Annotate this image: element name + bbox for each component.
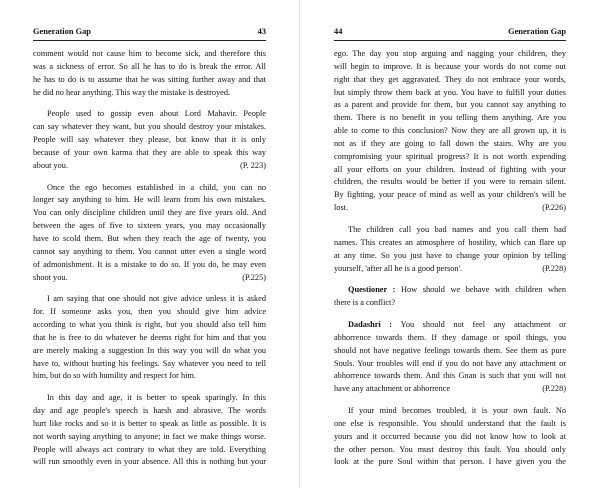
text-line — [334, 319, 566, 332]
text-line: abhorrence towards them. And this Gnan is such that you will not — [334, 371, 566, 381]
text-line: can say whatever they want, but you should destroy your mistakes. — [33, 122, 266, 132]
text-line — [334, 263, 566, 276]
text-line: all your efforts on your children. Instead of fighting with your — [334, 164, 566, 174]
text-line: them. There is no benefit in you telling them anything. Are you — [334, 113, 566, 123]
text-line — [334, 202, 566, 215]
paragraph — [334, 224, 566, 275]
speaker-label: Questioner : — [348, 285, 396, 295]
text-line: longer say anything to him. He will learn from his own mistakes. — [33, 195, 266, 205]
line-text: You should not feel any attachment or — [400, 320, 566, 330]
text-line — [33, 272, 266, 285]
text-line: should not have negative feelings towards them. See them as pure — [334, 345, 566, 355]
text-line: according to what you think is right, but you should also tell him — [33, 320, 266, 330]
text-line: have to, without hurting his feelings. Say whatever you need to tell — [33, 358, 266, 368]
paragraph — [33, 293, 266, 383]
paragraph — [33, 108, 266, 172]
text-line: as a parent and provide for them, but you cannot say anything to — [334, 100, 566, 110]
text-line: right that they get aggravated. They do not embrace your words, — [334, 74, 566, 84]
left-page — [0, 0, 299, 488]
left-page-number: 43 — [257, 27, 266, 36]
page-reference: (P.226) — [542, 203, 566, 213]
right-running-title: Generation Gap — [508, 27, 566, 36]
text-line: cannot say anything to them. You cannot utter even a single word — [33, 246, 266, 256]
right-header-rule — [334, 40, 566, 41]
text-line: the other person. You must destroy this fault. You should only — [334, 444, 566, 454]
text-line: If your mind becomes troubled, it is your own fault. No — [348, 406, 566, 416]
paragraph — [33, 48, 266, 99]
text-line: Once the ego becomes established in a child, you can no — [47, 182, 266, 192]
text-line: not as if they are going to fall down the stairs. Why are you — [334, 138, 566, 148]
right-page — [300, 0, 599, 488]
text-line: I am saying that one should not give advice unless it is asked — [47, 294, 266, 304]
line-text: lost. — [334, 203, 349, 213]
right-page-body — [334, 48, 566, 469]
text-line: at any time. So you just have to change your opinion by telling — [334, 250, 566, 260]
text-line: he did no hear anything. This way the mistake is destroyed. — [33, 87, 231, 97]
text-line: look at the pure Soul within that person. I have given you the — [334, 457, 566, 467]
right-page-number: 44 — [334, 27, 343, 36]
line-text: yourself, 'after all he is a good person'. — [334, 263, 463, 273]
text-line: will run smoothly even in your absence. All this is nothing but your — [33, 457, 266, 467]
text-line: he has to do is to assume that he was sitting further away and that — [33, 74, 266, 84]
speaker-label: Dadashri : — [348, 320, 393, 330]
text-line — [334, 383, 566, 396]
text-line: able to come to this conclusion? Now they are all grown up, it is — [334, 126, 566, 136]
text-line: one else is responsible. You should understand that the fault is — [334, 418, 566, 428]
text-line: of admonishment. It is a mistake to do so. If you do, he may even — [33, 259, 266, 269]
paragraph — [334, 48, 566, 215]
text-line: By fighting, your peace of mind as well as your children's will be — [334, 190, 566, 200]
text-line: abhorrence towards them. If they damage or spoil things, you — [334, 332, 566, 342]
text-line: People will always act contrary to what they are told. Everything — [33, 444, 266, 454]
paragraph-answer — [334, 319, 566, 396]
text-line: ego. The day you stop arguing and nagging your children, they — [334, 49, 566, 58]
text-line: In this day and age, it is better to speak sparingly. In this — [47, 393, 266, 403]
paragraph — [33, 182, 266, 285]
paragraph — [33, 392, 266, 469]
text-line: yours and it occurred because you did not know how to look at — [334, 431, 566, 441]
text-line: between the ages of five to sixteen years, you may occasionally — [33, 221, 266, 231]
text-line: Souls. Your troubles will end if you do not have any attachment or — [334, 358, 566, 368]
text-line: compromising your spiritual progress? It is not worth expending — [334, 151, 566, 161]
text-line: People will say whatever they please, but know that it is only — [33, 135, 266, 145]
page-reference: (P.228) — [542, 263, 566, 273]
text-line: but simply throw them back at you. You have to fulfill your duties — [334, 87, 566, 97]
text-line: comment would not cause him to become sick, and therefore this — [33, 49, 266, 58]
line-text: shoot you. — [33, 272, 68, 282]
text-line: are merely making a suggestion In this way you will do what you — [33, 345, 266, 355]
text-line: was a sickness of error. So all he has to do is break the error. All — [33, 61, 266, 71]
text-line: him, but do so with humility and respect for him. — [33, 371, 196, 381]
left-page-body — [33, 48, 266, 469]
page-reference: (P. 223) — [240, 160, 266, 170]
text-line: not worth saying anything to anyone; in fact we make things worse. — [33, 431, 266, 441]
text-line: day and age people's speech is harsh and abrasive. The words — [33, 406, 266, 416]
line-text: have any attachment or abhorrence — [334, 384, 451, 394]
page-reference: (P.228) — [542, 384, 566, 394]
text-line: The children call you bad names and you call them bad — [348, 224, 566, 234]
page-reference: (P.225) — [242, 272, 266, 282]
text-line: You can only discipline children until they are five years old. And — [33, 208, 266, 218]
line-text: about you. — [33, 160, 69, 170]
text-line: children, the results would be better if you were to remain silent. — [334, 177, 566, 187]
text-line: have to scold them. But when they reach the age of twenty, you — [33, 233, 266, 243]
text-line — [33, 160, 266, 173]
paragraph-question — [334, 284, 566, 310]
left-running-title: Generation Gap — [33, 27, 91, 36]
text-line: names. This creates an atmosphere of hostility, which can flare up — [334, 237, 566, 247]
text-line: that he is free to do whatever he deems right for him and that you — [33, 332, 266, 342]
paragraph — [334, 405, 566, 469]
text-line — [334, 284, 566, 297]
text-line: hurt like rocks and so it is better to speak as little as possible. It is — [33, 418, 266, 428]
text-line: People used to gossip even about Lord Mahavir. People — [47, 109, 266, 119]
text-line: will begin to improve. It is because your words do not come out — [334, 61, 566, 71]
text-line: there is a conflict? — [334, 298, 396, 308]
text-line: for. If someone asks you, then you should give him advice — [33, 307, 266, 317]
text-line: because of your own karma that they are able to speak this way — [33, 147, 266, 157]
left-header-rule — [33, 40, 266, 41]
line-text: How should we behave with children when — [401, 285, 566, 295]
